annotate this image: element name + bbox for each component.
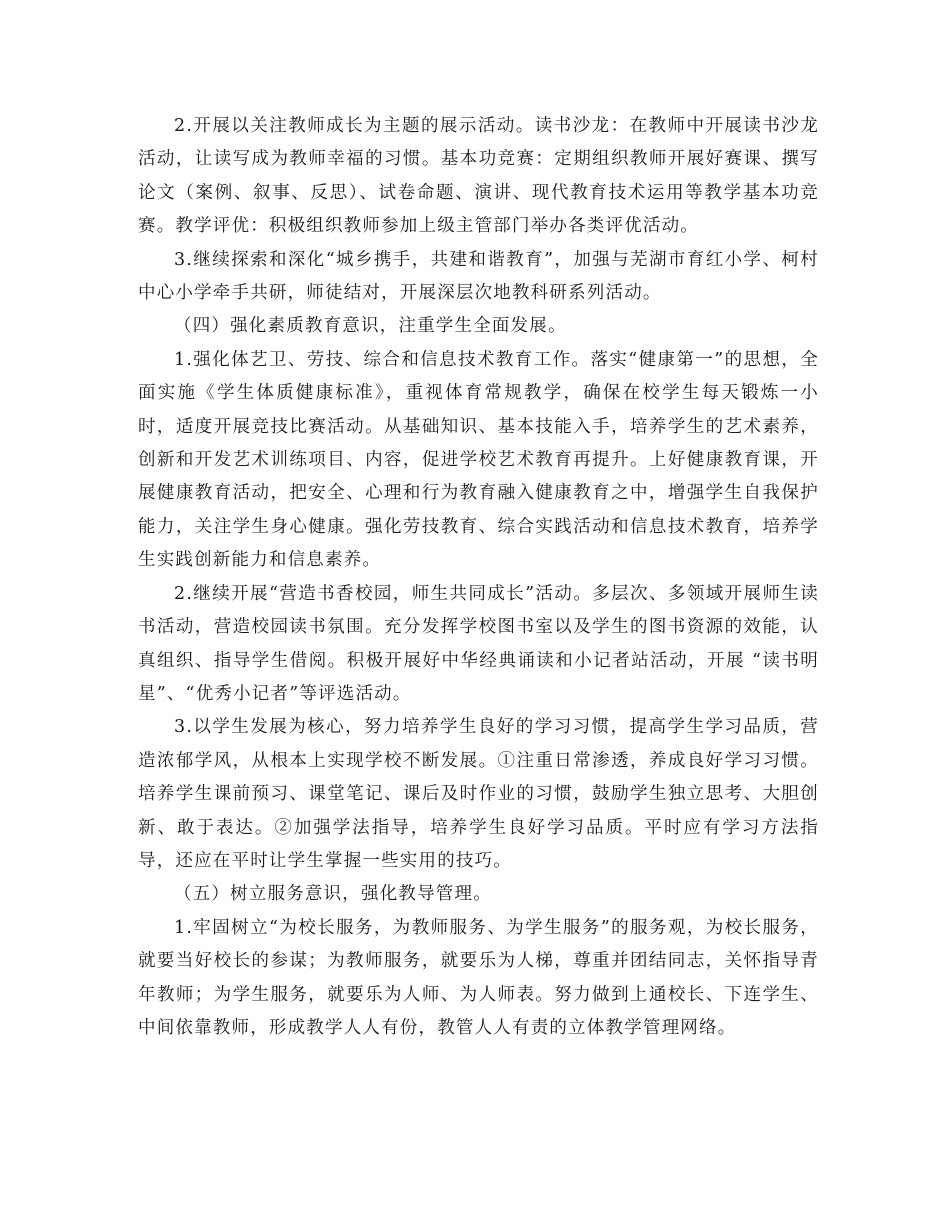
paragraph-urban-rural-cooperation: 3.继续探索和深化“城乡携手，共建和谐教育”，加强与芜湖市育红小学、柯村中心小学牵手共研，师徒结对，开展深层次地教科研系列活动。 [138,249,819,304]
paragraph-teacher-showcase: 2.开展以关注教师成长为主题的展示活动。读书沙龙：在教师中开展读书沙龙活动，让读写成为教师幸福的习惯。基本功竞赛：定期组织教师开展好赛课、撰写论文（案例、叙事、反思）、试卷命题、演讲、现代教育技术运用等教学基本功竞赛。教学评优：积极组织教师参加上级主管部门举办各类评优活动。 [138,116,819,237]
paragraph-study-habits: 3.以学生发展为核心，努力培养学生良好的学习习惯，提高学生学习品质，营造浓郁学风，从根本上实现学校不断发展。①注重日常渗透，养成良好学习习惯。培养学生课前预习、课堂笔记、课后及时作业的习惯，鼓励学生独立思考、大胆创新、敢于表达。②加强学法指导，培养学生良好学习品质。平时应有学习方法指导，还应在平时让学生掌握一些实用的技巧。 [138,717,819,871]
paragraph-reading-campus: 2.继续开展“营造书香校园，师生共同成长”活动。多层次、多领域开展师生读书活动，营造校园读书氛围。充分发挥学校图书室以及学生的图书资源的效能，认真组织、指导学生借阅。积极开展好中华经典诵读和小记者站活动，开展 “读书明星”、“优秀小记者”等评选活动。 [138,583,819,704]
paragraph-service-philosophy: 1.牢固树立“为校长服务，为教师服务、为学生服务”的服务观，为校长服务，就要当好校长的参谋；为教师服务，就要乐为人梯，尊重并团结同志，关怀指导青年教师；为学生服务，就要乐为人师、为人师表。努力做到上通校长、下连学生、中间依靠教师，形成教学人人有份，教管人人有责的立体教学管理网络。 [138,917,819,1038]
paragraph-pe-arts-health: 1.强化体艺卫、劳技、综合和信息技术教育工作。落实“健康第一”的思想，全面实施《学生体质健康标准》，重视体育常规教学，确保在校学生每天锻炼一小时，适度开展竞技比赛活动。从基础知识、基本技能入手，培养学生的艺术素养，创新和开发艺术训练项目、内容，促进学校艺术教育再提升。上好健康教育课，开展健康教育活动，把安全、心理和行为教育融入健康教育之中，增强学生自我保护能力，关注学生身心健康。强化劳技教育、综合实践活动和信息技术教育，培养学生实践创新能力和信息素养。 [138,349,819,571]
section-heading-service-management: （五）树立服务意识，强化教导管理。 [174,884,492,905]
section-heading-quality-education: （四）强化素质教育意识，注重学生全面发展。 [174,316,567,337]
